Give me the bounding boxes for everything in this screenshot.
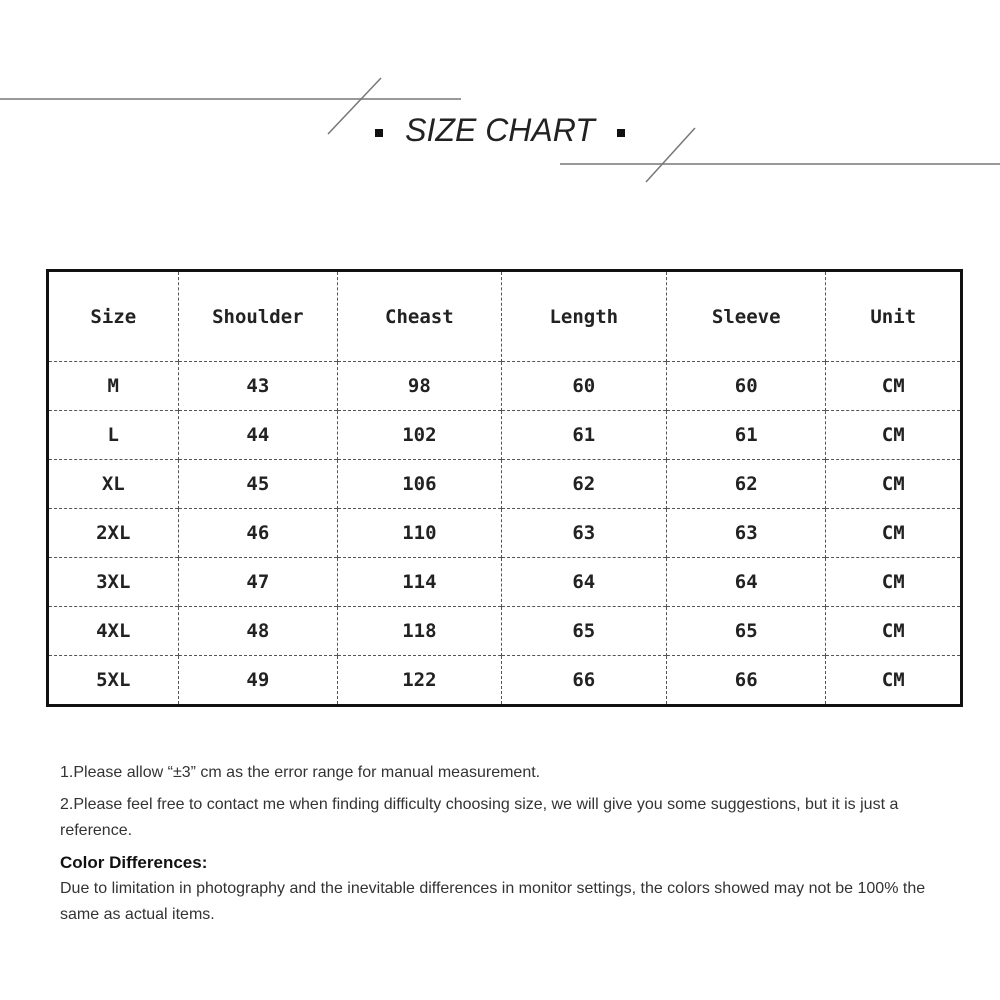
header-shoulder: Shoulder: [178, 271, 338, 362]
cell-shoulder: 47: [178, 558, 338, 607]
cell-sleeve: 65: [667, 607, 826, 656]
cell-chest: 98: [338, 362, 501, 411]
cell-chest: 122: [338, 656, 501, 706]
cell-unit: CM: [826, 607, 962, 656]
table-header-row: [48, 271, 962, 362]
header-size: Size: [90, 305, 137, 328]
header-chest: Cheast: [338, 271, 501, 362]
cell-size: M: [48, 362, 179, 411]
cell-sleeve: 63: [667, 509, 826, 558]
cell-length: 61: [501, 411, 666, 460]
cell-size: XL: [48, 460, 179, 509]
cell-sleeve: 61: [667, 411, 826, 460]
table-row: [48, 656, 962, 706]
cell-unit: CM: [826, 362, 962, 411]
cell-unit: CM: [826, 509, 962, 558]
size-table: [46, 269, 963, 707]
right-bullet-icon: [617, 129, 625, 137]
header-sleeve: Sleeve: [667, 271, 826, 362]
left-bullet-icon: [375, 129, 383, 137]
cell-length: 64: [501, 558, 666, 607]
table-row: [48, 558, 962, 607]
header-unit: Unit: [826, 271, 962, 362]
page-title: SIZE CHART: [405, 112, 595, 148]
notes-section: [60, 760, 960, 934]
cell-unit: CM: [826, 558, 962, 607]
cell-chest: 118: [338, 607, 501, 656]
cell-size: 3XL: [48, 558, 179, 607]
cell-size: 5XL: [48, 656, 179, 706]
cell-unit: CM: [826, 656, 962, 706]
table-row: [48, 509, 962, 558]
title-decoration-lines: [0, 0, 1000, 200]
cell-chest: 114: [338, 558, 501, 607]
title-bar: [0, 112, 1000, 149]
cell-chest: 102: [338, 411, 501, 460]
cell-length: 62: [501, 460, 666, 509]
cell-shoulder: 49: [178, 656, 338, 706]
cell-shoulder: 48: [178, 607, 338, 656]
note-contact: 2.Please feel free to contact me when finding difficulty choosing size, we will give you some suggestions, but it is just a reference.: [60, 796, 899, 839]
table-row: [48, 411, 962, 460]
color-differences-heading: Color Differences:: [60, 853, 208, 872]
cell-length: 60: [501, 362, 666, 411]
cell-shoulder: 46: [178, 509, 338, 558]
cell-unit: CM: [826, 411, 962, 460]
cell-sleeve: 60: [667, 362, 826, 411]
cell-chest: 110: [338, 509, 501, 558]
table-row: [48, 607, 962, 656]
cell-size: 2XL: [48, 509, 179, 558]
table-row: [48, 460, 962, 509]
cell-size: L: [48, 411, 179, 460]
cell-shoulder: 44: [178, 411, 338, 460]
cell-length: 66: [501, 656, 666, 706]
note-measurement-error: 1.Please allow “±3” cm as the error range for manual measurement.: [60, 764, 541, 781]
cell-length: 65: [501, 607, 666, 656]
cell-shoulder: 43: [178, 362, 338, 411]
cell-chest: 106: [338, 460, 501, 509]
header-length: Length: [501, 271, 666, 362]
cell-sleeve: 66: [667, 656, 826, 706]
cell-sleeve: 62: [667, 460, 826, 509]
table-row: [48, 362, 962, 411]
color-differences-text: Due to limitation in photography and the inevitable differences in monitor settings, the colors showed may not be 100% the same as actual items.: [60, 880, 926, 923]
cell-sleeve: 64: [667, 558, 826, 607]
cell-shoulder: 45: [178, 460, 338, 509]
cell-size: 4XL: [48, 607, 179, 656]
cell-unit: CM: [826, 460, 962, 509]
cell-length: 63: [501, 509, 666, 558]
